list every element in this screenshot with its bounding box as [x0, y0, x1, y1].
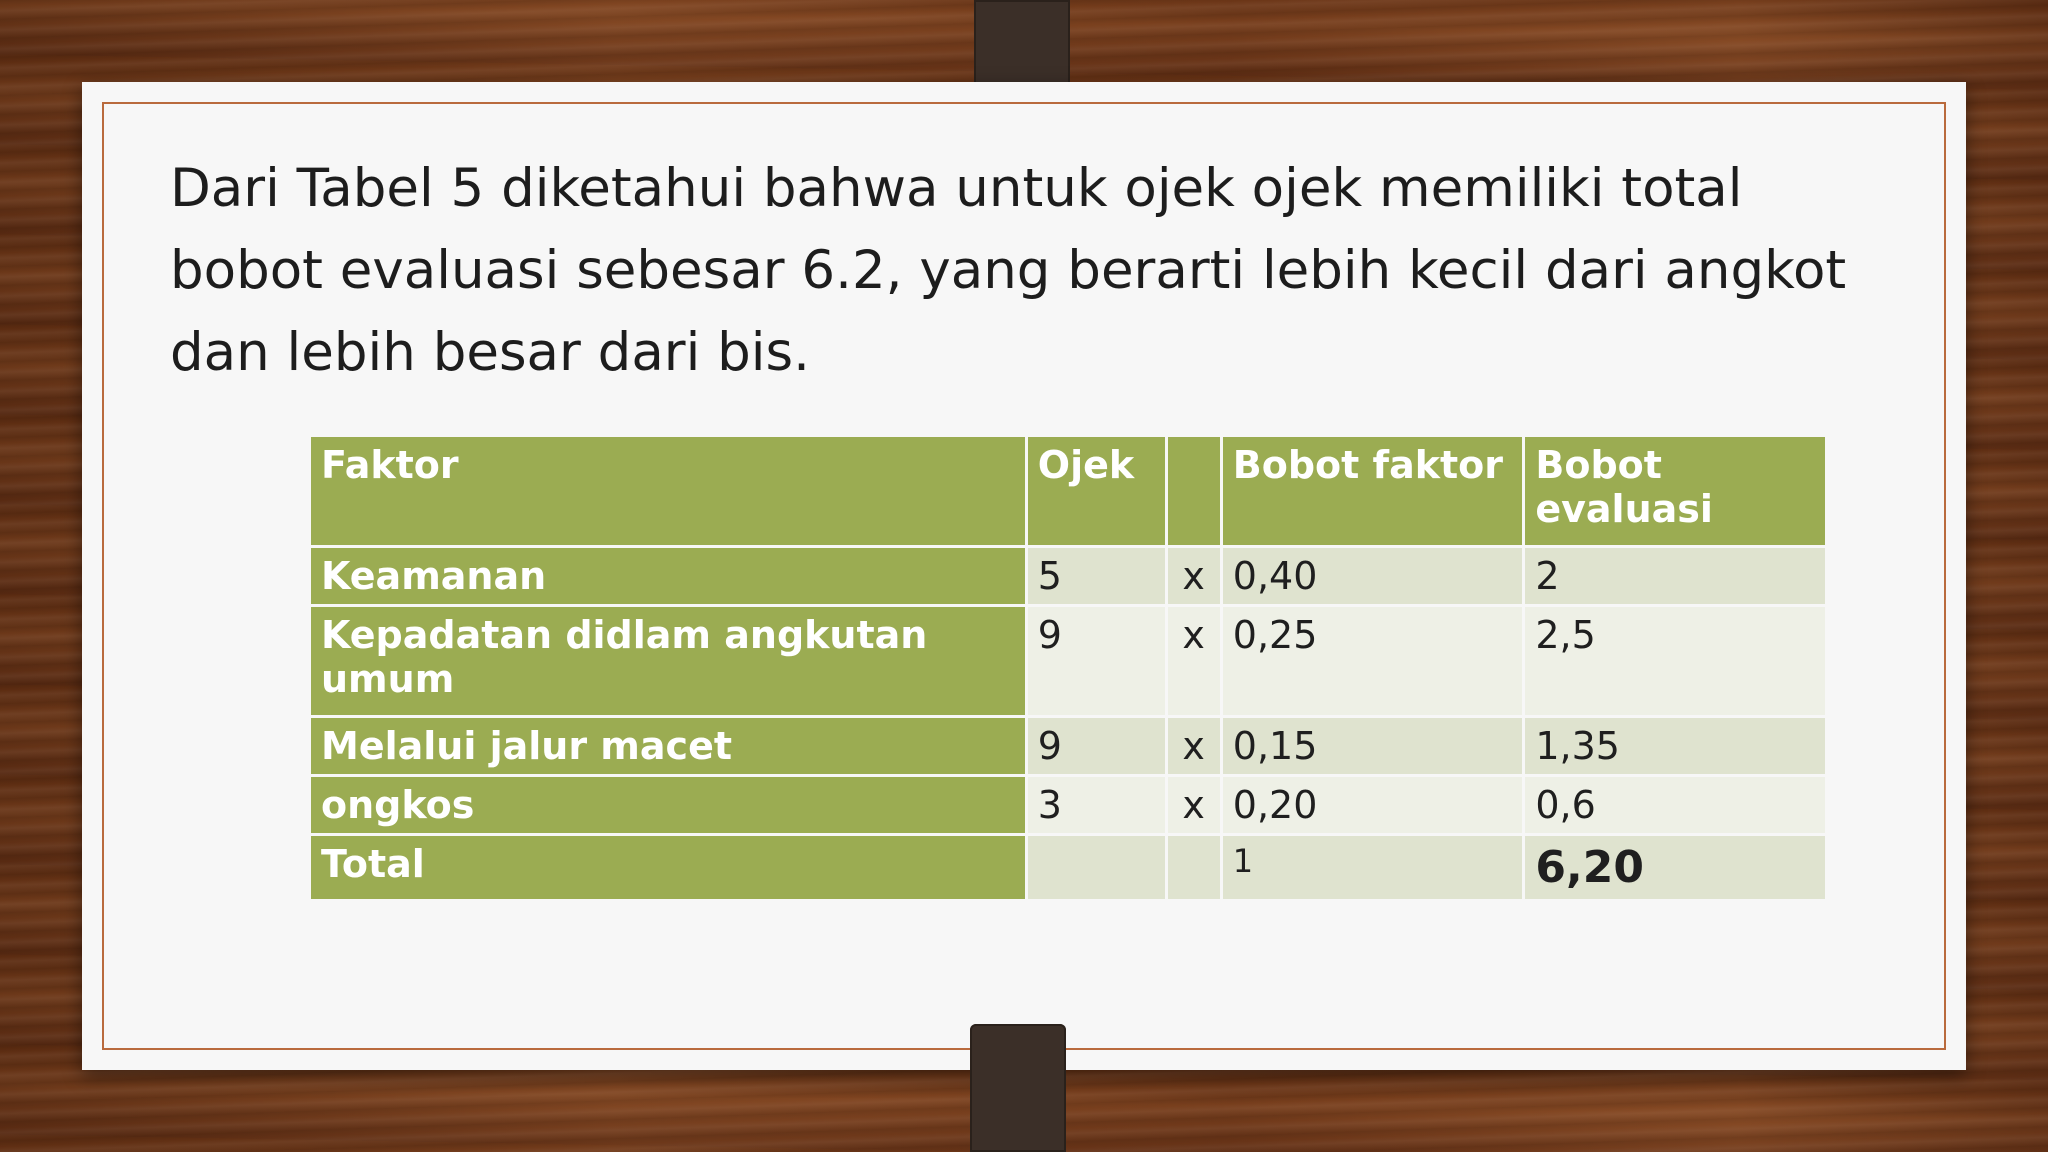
header-operator [1168, 437, 1220, 545]
header-bobot-faktor: Bobot faktor [1223, 437, 1523, 545]
table-row [311, 548, 1825, 604]
table-total-row [311, 836, 1825, 899]
header-ojek: Ojek [1028, 437, 1165, 545]
row-bobot-evaluasi: 2,5 [1525, 607, 1825, 715]
row-bobot-evaluasi: 1,35 [1525, 718, 1825, 774]
row-faktor: ongkos [311, 777, 1025, 833]
total-operator [1168, 836, 1220, 899]
header-bobot-evaluasi: Bobot evaluasi [1525, 437, 1825, 545]
slide-paragraph: Dari Tabel 5 diketahui bahwa untuk ojek ojek memiliki total bobot evaluasi sebesar 6.2, yang berarti lebih kecil dari angkot dan lebih besar dari bis. [170, 158, 1847, 383]
row-operator: x [1168, 777, 1220, 833]
evaluation-table [308, 434, 1828, 902]
total-bobot-evaluasi: 6,20 [1525, 836, 1825, 899]
row-operator: x [1168, 718, 1220, 774]
total-bobot-faktor: 1 [1223, 836, 1523, 899]
row-faktor: Kepadatan didlam angkutan umum [311, 607, 1025, 715]
row-ojek: 3 [1028, 777, 1165, 833]
table-header-row [311, 437, 1825, 545]
table-row [311, 718, 1825, 774]
row-bobot-evaluasi: 2 [1525, 548, 1825, 604]
row-faktor: Keamanan [311, 548, 1025, 604]
row-ojek: 9 [1028, 607, 1165, 715]
row-bobot-faktor: 0,40 [1223, 548, 1523, 604]
binder-clip-bottom [970, 1024, 1066, 1152]
row-ojek: 9 [1028, 718, 1165, 774]
table-row [311, 777, 1825, 833]
row-bobot-faktor: 0,25 [1223, 607, 1523, 715]
table-row [311, 607, 1825, 715]
row-bobot-faktor: 0,15 [1223, 718, 1523, 774]
header-faktor: Faktor [311, 437, 1025, 545]
row-bobot-faktor: 0,20 [1223, 777, 1523, 833]
row-bobot-evaluasi: 0,6 [1525, 777, 1825, 833]
row-operator: x [1168, 607, 1220, 715]
row-faktor: Melalui jalur macet [311, 718, 1025, 774]
total-label: Total [311, 836, 1025, 899]
row-operator: x [1168, 548, 1220, 604]
total-ojek [1028, 836, 1165, 899]
row-ojek: 5 [1028, 548, 1165, 604]
